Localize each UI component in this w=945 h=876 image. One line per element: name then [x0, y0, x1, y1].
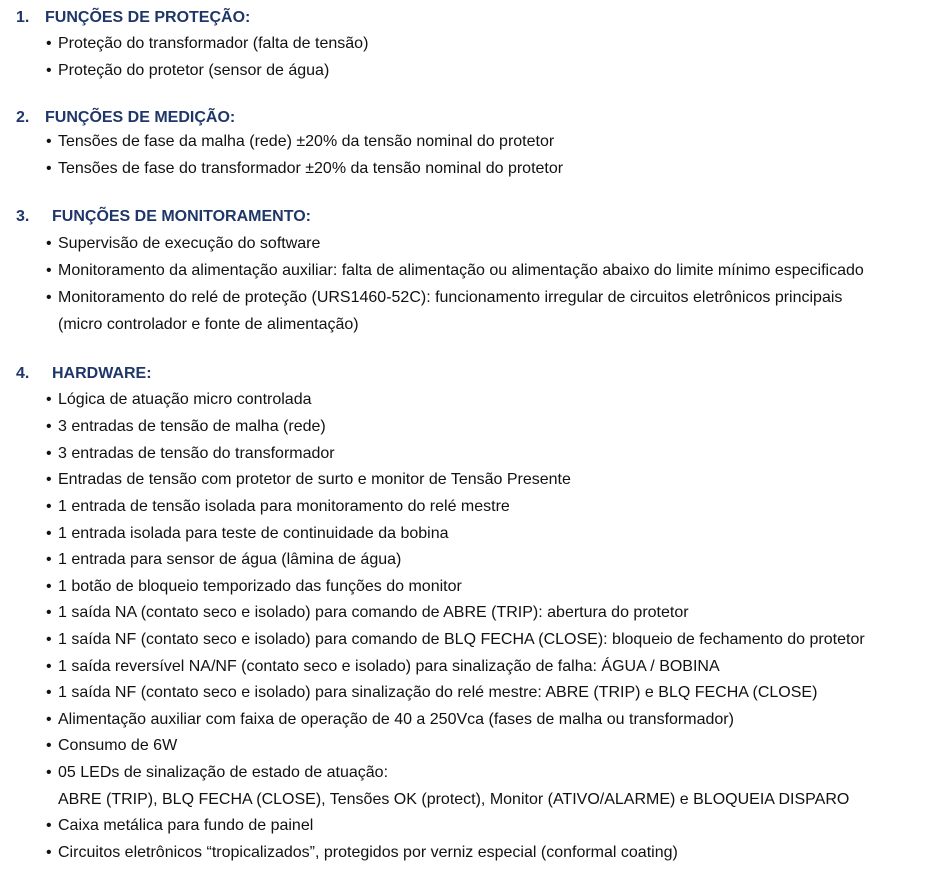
section-title: HARDWARE: — [52, 365, 152, 382]
bullet: • — [46, 658, 52, 675]
list-item-continuation: (micro controlador e fonte de alimentação) — [58, 316, 359, 333]
section-number: 2. — [16, 109, 30, 126]
list-item-continuation: ABRE (TRIP), BLQ FECHA (CLOSE), Tensões OK (protect), Monitor (ATIVO/ALARME) e BLOQUEIA DISPARO — [58, 791, 850, 808]
section-title: FUNÇÕES DE PROTEÇÃO: — [45, 9, 251, 26]
bullet: • — [46, 551, 52, 568]
bullet: • — [46, 498, 52, 515]
bullet: • — [46, 525, 52, 542]
bullet: • — [46, 604, 52, 621]
bullet: • — [46, 737, 52, 754]
bullet: • — [46, 35, 52, 52]
bullet: • — [46, 711, 52, 728]
bullet: • — [46, 289, 52, 306]
bullet: • — [46, 445, 52, 462]
bullet: • — [46, 391, 52, 408]
bullet: • — [46, 764, 52, 781]
section-number: 3. — [16, 208, 30, 225]
bullet: • — [46, 684, 52, 701]
bullet: • — [46, 418, 52, 435]
bullet: • — [46, 235, 52, 252]
bullet: • — [46, 62, 52, 79]
section-title: FUNÇÕES DE MEDIÇÃO: — [45, 109, 236, 126]
bullet: • — [46, 631, 52, 648]
section-title: FUNÇÕES DE MONITORAMENTO: — [52, 208, 311, 225]
section-number: 1. — [16, 9, 30, 26]
bullet: • — [46, 844, 52, 861]
bullet: • — [46, 262, 52, 279]
bullet: • — [46, 133, 52, 150]
bullet: • — [46, 471, 52, 488]
bullet: • — [46, 817, 52, 834]
bullet: • — [46, 578, 52, 595]
section-number: 4. — [16, 365, 30, 382]
bullet: • — [46, 160, 52, 177]
